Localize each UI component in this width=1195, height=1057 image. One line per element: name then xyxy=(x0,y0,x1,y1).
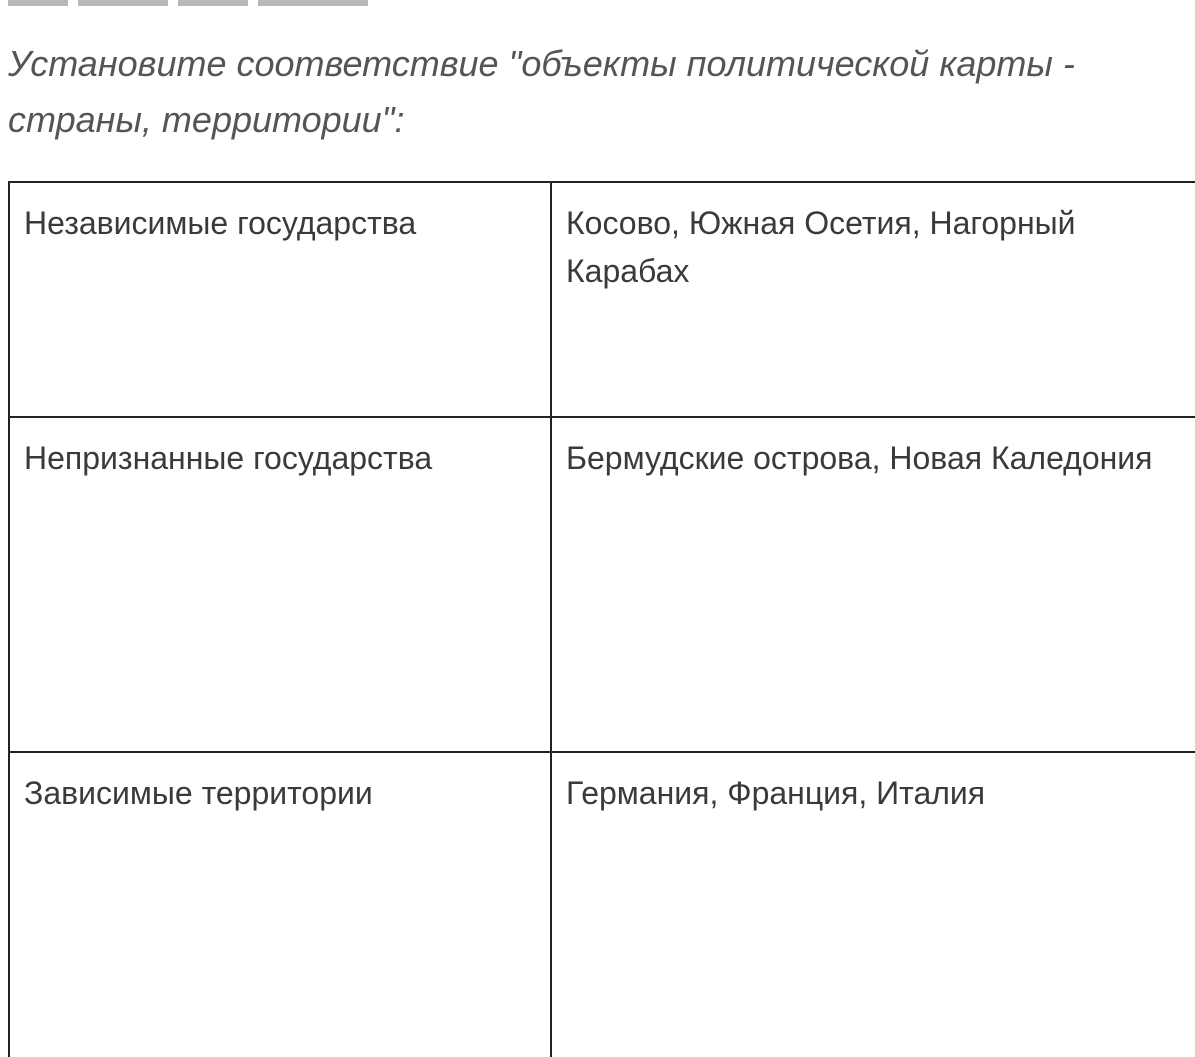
question-text: Установите соответствие "объекты политической карты - страны, территории": xyxy=(8,43,1075,140)
table-row xyxy=(9,182,1195,417)
table-row xyxy=(9,417,1195,752)
matching-table xyxy=(8,181,1195,1057)
category-cell: Зависимые территории xyxy=(9,752,551,1057)
table-row xyxy=(9,752,1195,1057)
examples-cell: Косово, Южная Осетия, Нагорный Карабах xyxy=(551,182,1195,417)
examples-cell: Германия, Франция, Италия xyxy=(551,752,1195,1057)
examples-cell: Бермудские острова, Новая Каледония xyxy=(551,417,1195,752)
category-cell: Независимые государства xyxy=(9,182,551,417)
cropped-text-fragment xyxy=(8,0,488,6)
category-cell: Непризнанные государства xyxy=(9,417,551,752)
